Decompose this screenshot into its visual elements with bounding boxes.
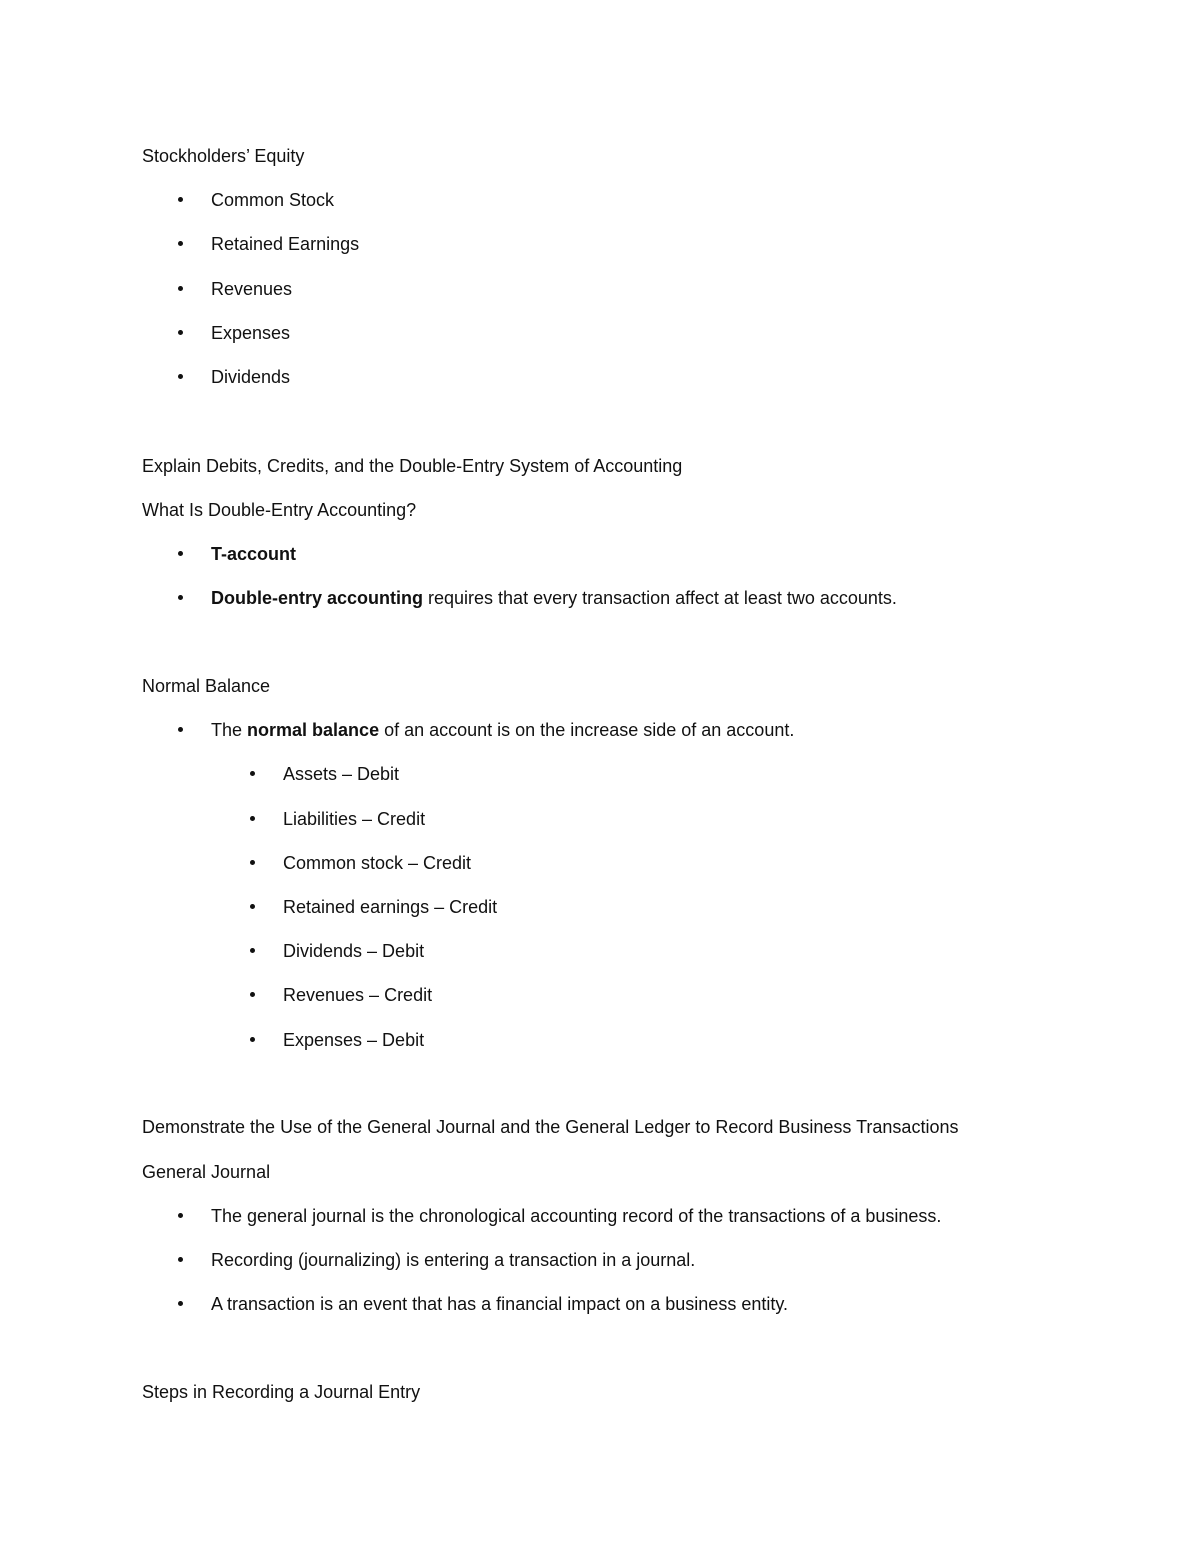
bullet-icon bbox=[178, 1257, 183, 1262]
bullet-icon bbox=[178, 241, 183, 246]
list-item: Assets – Debit bbox=[283, 764, 400, 784]
bullet-icon bbox=[178, 374, 183, 379]
list-item: Common Stock bbox=[211, 190, 335, 210]
heading-steps-journal-entry: Steps in Recording a Journal Entry bbox=[142, 1382, 421, 1402]
list-item: Common stock – Credit bbox=[283, 853, 472, 873]
bullet-icon bbox=[250, 771, 255, 776]
list-item bbox=[211, 587, 897, 609]
list-item: Liabilities – Credit bbox=[283, 809, 426, 829]
bullet-icon bbox=[178, 551, 183, 556]
bullet-icon bbox=[178, 1301, 183, 1306]
list-item: The general journal is the chronological accounting record of the transactions of a business. bbox=[211, 1206, 942, 1226]
bullet-icon bbox=[250, 816, 255, 821]
definition-text: requires that every transaction affect at least two accounts. bbox=[423, 588, 897, 608]
text-fragment: The bbox=[211, 720, 248, 740]
subheading-double-entry: What Is Double-Entry Accounting? bbox=[142, 500, 417, 520]
bullet-icon bbox=[178, 286, 183, 291]
bullet-icon bbox=[250, 904, 255, 909]
list-item: Revenues bbox=[211, 279, 293, 299]
list-item: Expenses – Debit bbox=[283, 1030, 425, 1050]
bullet-icon bbox=[250, 992, 255, 997]
term-double-entry: Double-entry accounting bbox=[211, 588, 424, 608]
bullet-icon bbox=[178, 727, 183, 732]
list-item: Dividends bbox=[211, 367, 291, 387]
heading-normal-balance: Normal Balance bbox=[142, 676, 271, 696]
list-item: A transaction is an event that has a financial impact on a business entity. bbox=[211, 1294, 789, 1314]
heading-general-journal-ledger: Demonstrate the Use of the General Journal and the General Ledger to Record Business Transactions bbox=[142, 1117, 959, 1137]
bullet-icon bbox=[250, 1037, 255, 1042]
subheading-general-journal: General Journal bbox=[142, 1162, 271, 1182]
bullet-icon bbox=[178, 595, 183, 600]
bullet-icon bbox=[250, 860, 255, 865]
list-item: Expenses bbox=[211, 323, 291, 343]
list-item: Recording (journalizing) is entering a transaction in a journal. bbox=[211, 1250, 696, 1270]
list-item bbox=[211, 719, 794, 741]
term-normal-balance: normal balance bbox=[247, 720, 380, 740]
text-fragment: of an account is on the increase side of an account. bbox=[379, 720, 795, 740]
term-t-account: T-account bbox=[211, 544, 297, 564]
list-item: Retained earnings – Credit bbox=[283, 897, 498, 917]
list-item: Retained Earnings bbox=[211, 234, 360, 254]
heading-debits-credits: Explain Debits, Credits, and the Double-Entry System of Accounting bbox=[142, 456, 683, 476]
list-item: Dividends – Debit bbox=[283, 941, 425, 961]
bullet-icon bbox=[178, 197, 183, 202]
bullet-icon bbox=[178, 330, 183, 335]
heading-stockholders-equity: Stockholders’ Equity bbox=[142, 146, 305, 166]
list-item bbox=[211, 543, 296, 565]
list-item: Revenues – Credit bbox=[283, 985, 433, 1005]
bullet-icon bbox=[250, 948, 255, 953]
bullet-icon bbox=[178, 1213, 183, 1218]
